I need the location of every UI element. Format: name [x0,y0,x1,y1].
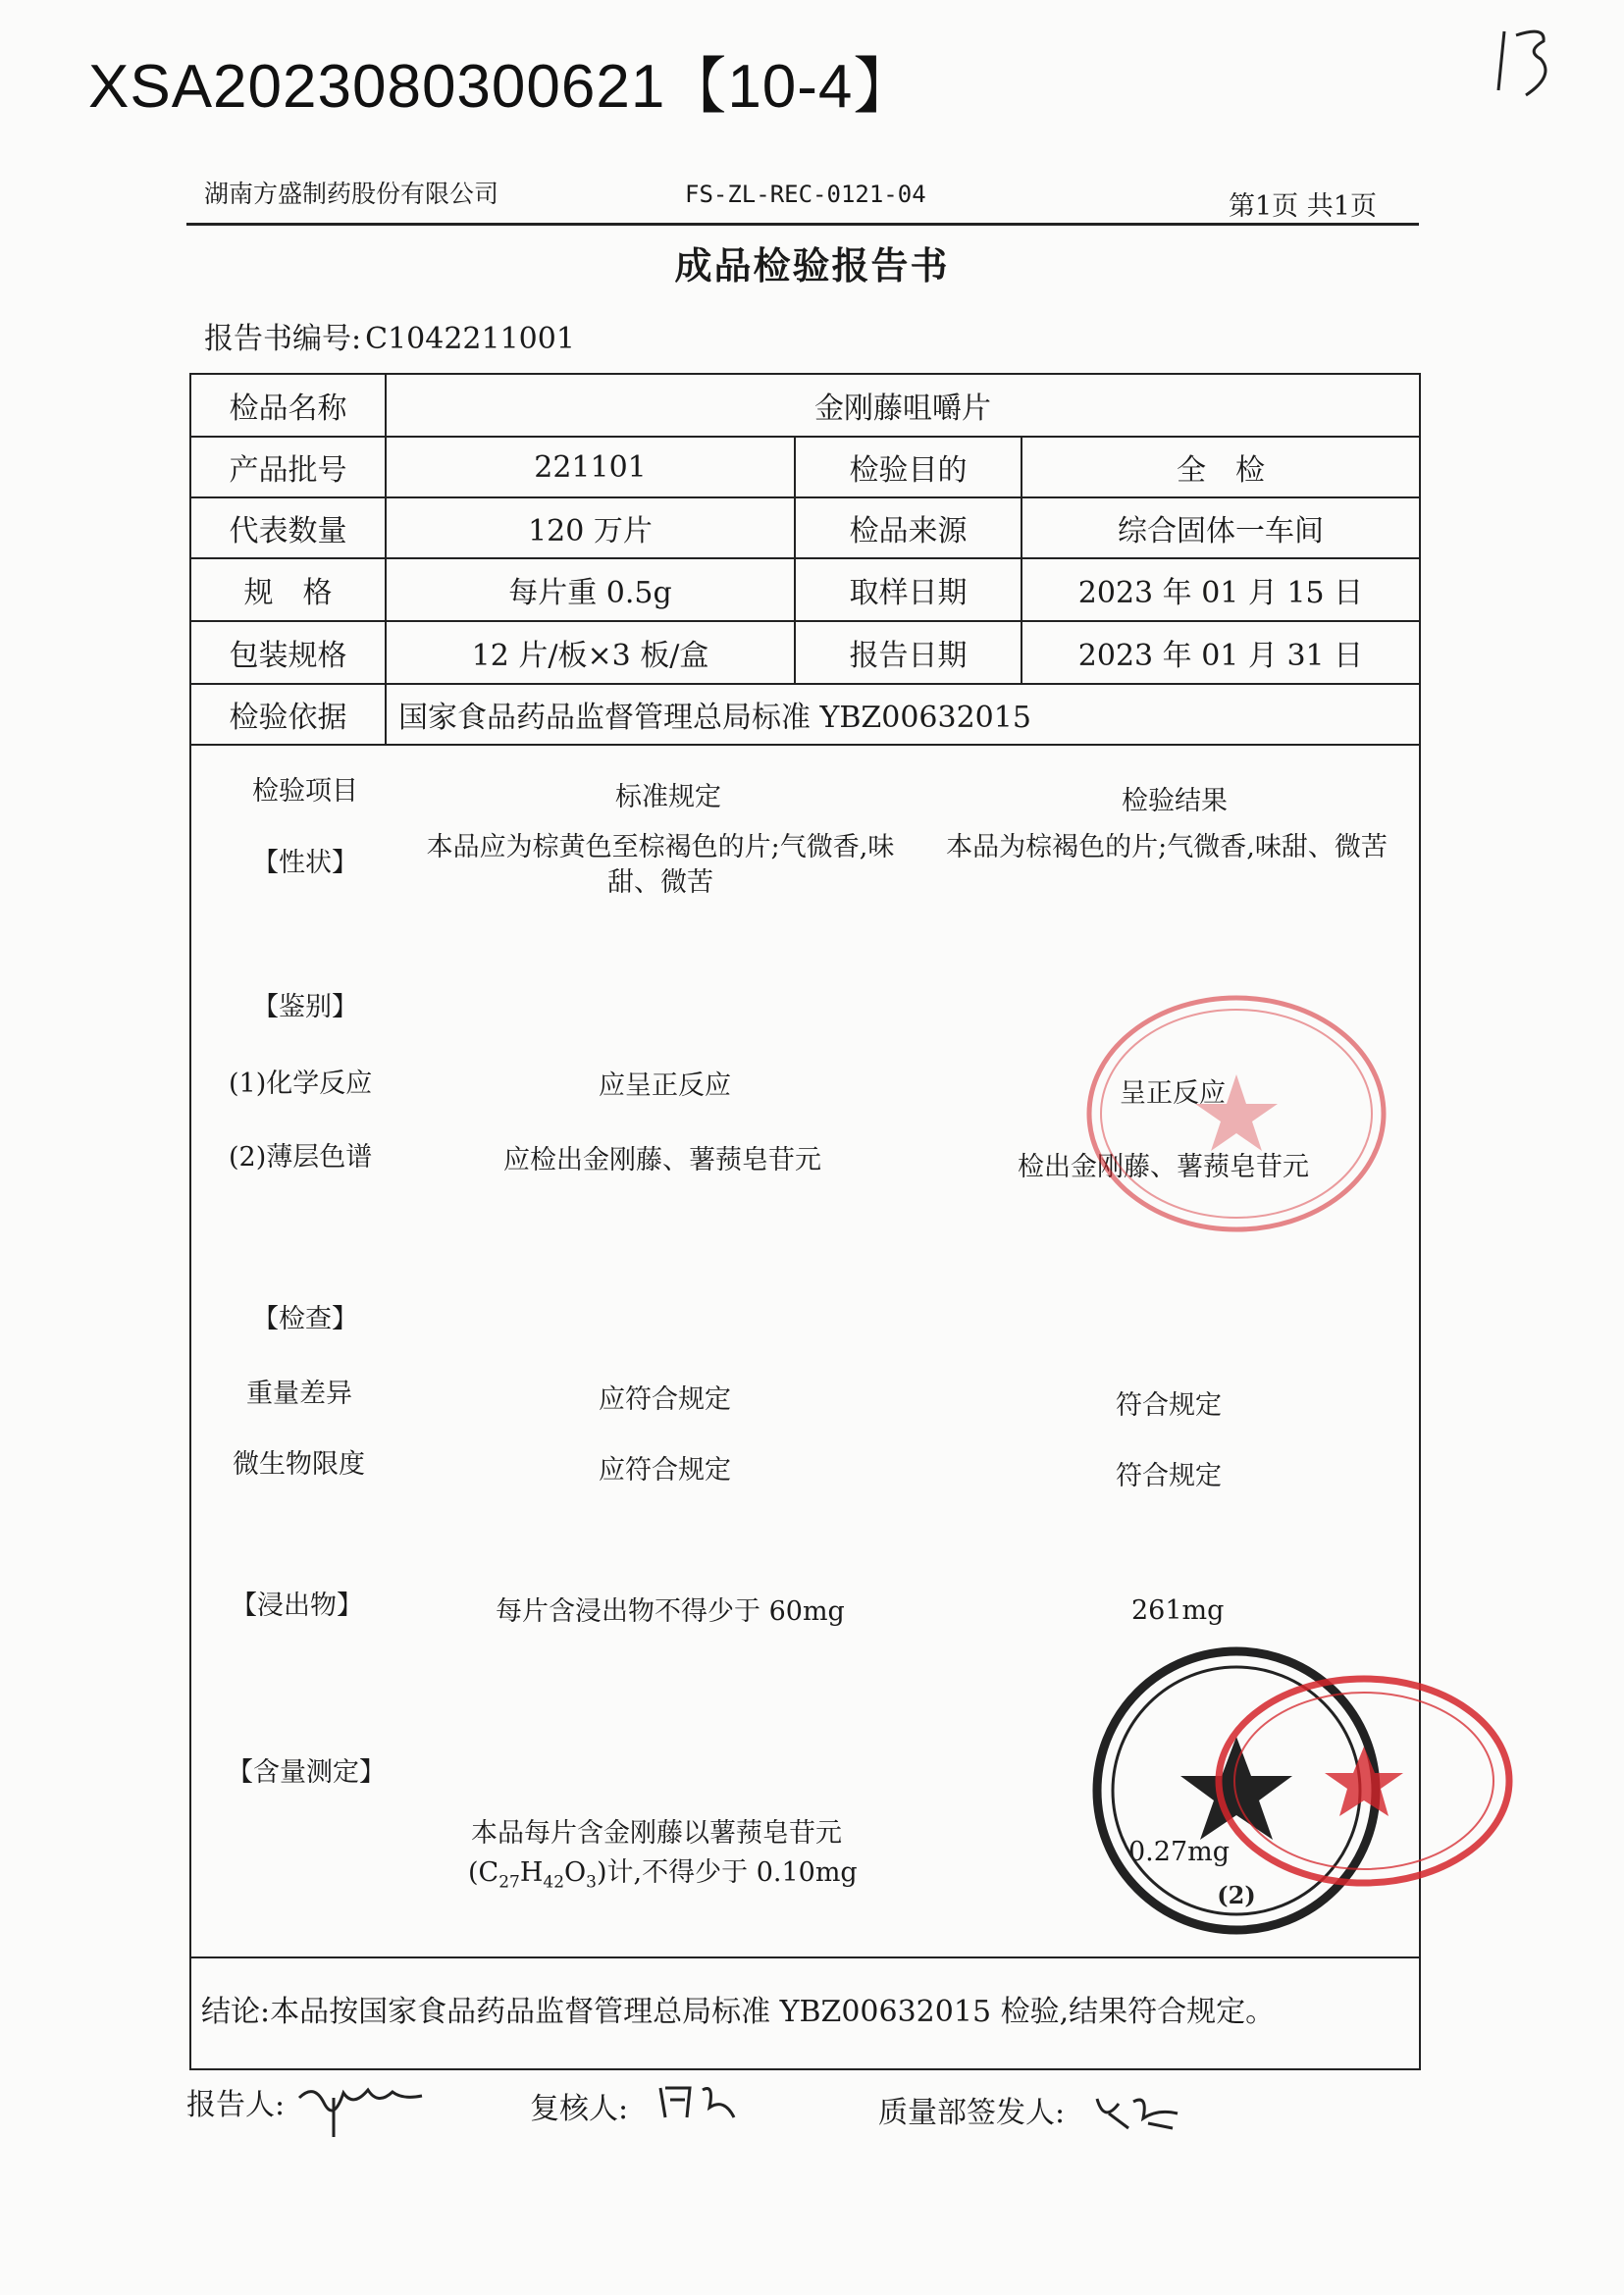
character-label: 【性状】 [252,848,358,878]
reporter-signature [294,2078,442,2147]
report-title: 成品检验报告书 [674,243,950,287]
label-spec: 规 格 [243,576,333,610]
value-batch: 221101 [534,449,647,485]
report-number-value: C1042211001 [365,322,575,356]
reviewer-label: 复核人: [530,2092,629,2126]
weight-result: 符合规定 [1116,1390,1222,1421]
row-divider [191,1956,1419,1958]
reporter-label: 报告人: [186,2088,286,2122]
label-pack: 包装规格 [229,639,347,673]
header-form-code: FS-ZL-REC-0121-04 [685,181,926,208]
header-divider [186,223,1419,226]
col-head-standard: 标准规定 [615,782,721,812]
extract-standard: 每片含浸出物不得少于 60mg [496,1596,845,1627]
weight-standard: 应符合规定 [599,1384,731,1415]
id1-standard: 应呈正反应 [599,1070,731,1101]
micro-standard: 应符合规定 [599,1455,731,1486]
assay-standard-line1: 本品每片含金刚藤以薯蓣皂苷元 [471,1818,842,1849]
label-quantity: 代表数量 [229,514,347,548]
assay-result: 0.27mg [1128,1837,1231,1867]
id1-result: 呈正反应 [1120,1078,1226,1109]
value-spec: 每片重 0.5g [508,576,672,610]
col-head-result: 检验结果 [1122,786,1228,816]
micro-result: 符合规定 [1116,1461,1222,1491]
extract-result: 261mg [1131,1595,1225,1626]
extract-label: 【浸出物】 [231,1591,363,1621]
red-stamp [1202,1663,1526,1899]
value-report-date: 2023 年 01 月 31 日 [1077,639,1364,673]
value-sample-name: 金刚藤咀嚼片 [814,391,991,426]
label-batch: 产品批号 [229,453,347,488]
value-quantity: 120 万片 [528,514,653,548]
black-stamp-number: (2) [1217,1881,1256,1909]
identification-label: 【鉴别】 [252,992,358,1022]
value-source: 综合固体一车间 [1118,514,1324,548]
conclusion: 结论:本品按国家食品药品监督管理总局标准 YBZ00632015 检验,结果符合规定。 [201,1995,1276,2029]
value-sampling-date: 2023 年 01 月 15 日 [1077,576,1364,610]
label-sampling-date: 取样日期 [849,576,968,610]
value-purpose: 全 检 [1177,453,1265,488]
document-id: XSA2023080300621【10-4】 [88,53,916,121]
id1-label: (1)化学反应 [229,1069,373,1099]
handwritten-page-mark [1487,22,1565,110]
label-source: 检品来源 [849,514,968,548]
assay-label: 【含量测定】 [227,1757,386,1788]
weight-label: 重量差异 [246,1379,352,1409]
assay-standard-line2: $(C_{27}H_{42}O_3)$计,不得少于 0.10mg [468,1857,858,1893]
micro-label: 微生物限度 [233,1449,365,1480]
col-head-item: 检验项目 [252,776,358,807]
report-number-label: 报告书编号: [204,322,362,356]
issuer-signature [1089,2084,1187,2143]
report-number [204,314,575,357]
row-divider [191,744,1419,746]
value-pack: 12 片/板×3 板/盒 [471,639,709,673]
label-sample-name: 检品名称 [229,391,347,426]
red-stamp-faded [1070,971,1403,1256]
character-result: 本品为棕褐色的片;气微香,味甜、微苦 [946,832,1388,862]
label-basis: 检验依据 [229,701,347,735]
label-purpose: 检验目的 [849,453,968,488]
header-company: 湖南方盛制药股份有限公司 [204,180,499,208]
id2-standard: 应检出金刚藤、薯蓣皂苷元 [503,1145,821,1175]
label-report-date: 报告日期 [849,639,968,673]
header-page-number: 第1页 共1页 [1229,191,1377,222]
value-basis: 国家食品药品监督管理总局标准 YBZ00632015 [398,701,1031,735]
check-label: 【检查】 [252,1304,358,1334]
character-standard: 本品应为棕黄色至棕褐色的片;气微香,味甜、微苦 [426,832,895,898]
id2-result: 检出金刚藤、薯蓣皂苷元 [1018,1152,1309,1182]
id2-label: (2)薄层色谱 [229,1142,373,1173]
reviewer-signature [655,2078,744,2127]
issuer-label: 质量部签发人: [878,2096,1066,2130]
